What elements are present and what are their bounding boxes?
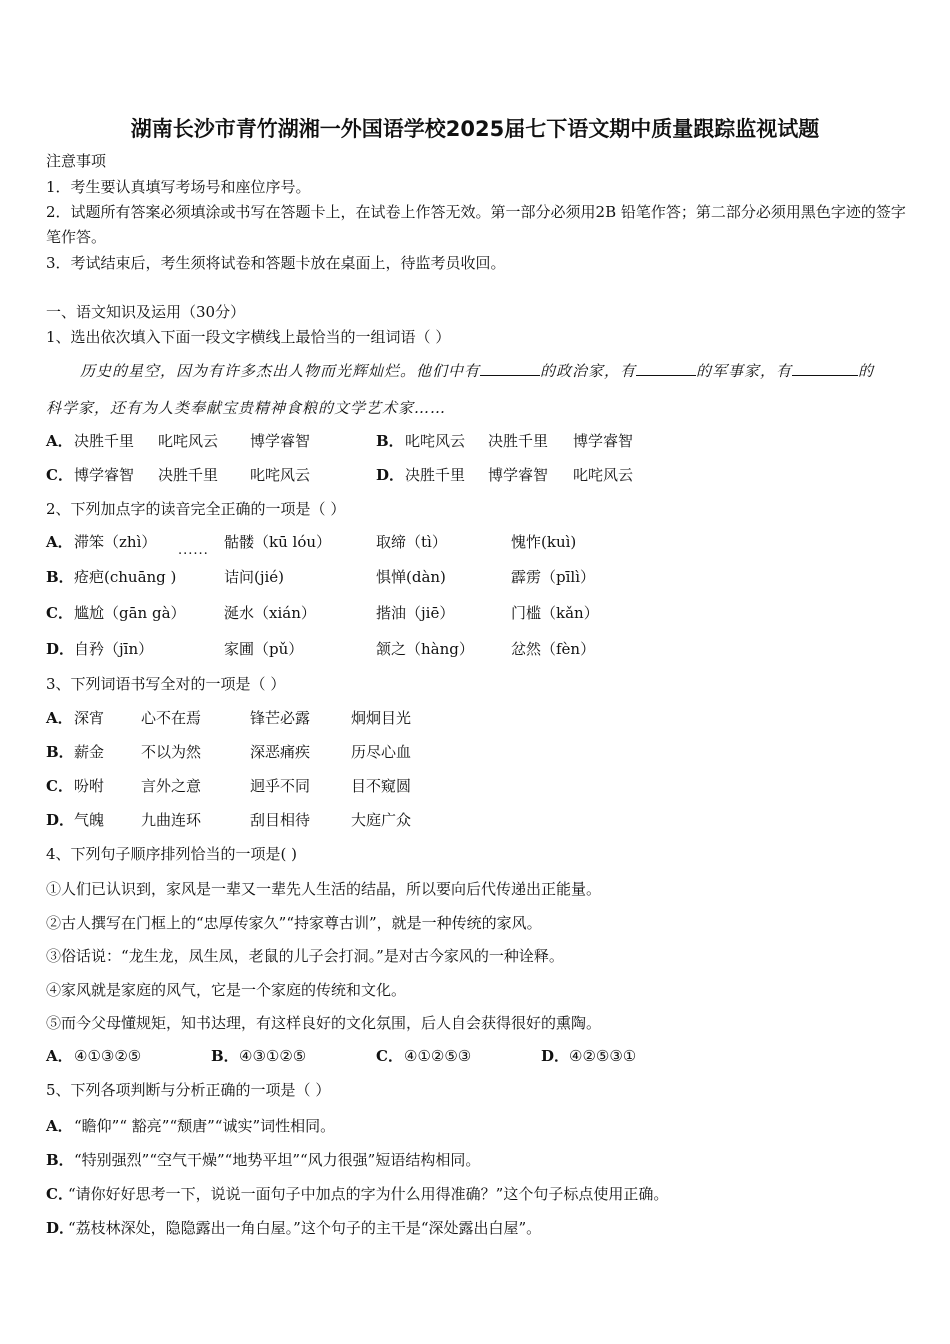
q4-option-b-label: B． — [211, 1047, 239, 1065]
q2-option-a-item-4: 愧怍(kuì) — [511, 533, 577, 551]
q3-option-c-word-3: 迥乎不同 — [250, 777, 311, 795]
q2-option-c-label: C． — [46, 604, 73, 622]
notice-item-1: 1．考生要认真填写考场号和座位序号。 — [46, 178, 311, 196]
q5-option-a-label: A． — [46, 1117, 73, 1135]
q1-option-b-word-2: 决胜千里 — [488, 432, 549, 450]
q1-option-d-word-3: 叱咤风云 — [573, 466, 634, 484]
q3-option-b-word-2: 不以为然 — [141, 743, 202, 761]
q1-passage-part-c: 的军事家，有 — [696, 362, 793, 380]
q1-option-b-word-3: 博学睿智 — [573, 432, 634, 450]
q3-option-a-label: A． — [46, 709, 73, 727]
q3-option-a-word-4: 炯炯目光 — [351, 709, 412, 727]
q2-option-d-item-4: 忿然（fèn） — [511, 640, 596, 658]
notice-item-2: 2．试题所有答案必须填涂或书写在答题卡上，在试卷上作答无效。第一部分必须用2B 铅笔作答；第二部分必须用黑色字迹的签字笔作答。 — [46, 203, 906, 246]
q1-passage-part-d: 的 — [858, 362, 875, 380]
q2-option-d-label: D． — [46, 640, 75, 658]
q1-passage-part-b: 的政治家，有 — [540, 362, 637, 380]
q1-option-a-word-3: 博学睿智 — [250, 432, 311, 450]
q2-option-b-item-1: 疮疤(chuāng ) — [74, 568, 177, 586]
q4-stem: 4、下列句子顺序排列恰当的一项是( ) — [46, 845, 298, 863]
q4-option-c-label: C． — [376, 1047, 403, 1065]
q3-option-c-word-4: 目不窥圆 — [351, 777, 412, 795]
q3-option-c-label: C． — [46, 777, 73, 795]
q2-option-c-item-4: 门槛（kǎn） — [511, 604, 599, 622]
q3-option-b-word-3: 深恶痛疾 — [250, 743, 311, 761]
q4-sentence-2: ②古人撰写在门框上的“忠厚传家久”“持家尊古训”，就是一种传统的家风。 — [46, 914, 542, 932]
q1-option-b-label: B． — [376, 432, 404, 450]
q2-option-b-label: B． — [46, 568, 74, 586]
q3-option-a-word-1: 深宵 — [74, 709, 105, 727]
q1-option-c-label: C． — [46, 466, 73, 484]
q2-option-a-item-1: 滞笨（zhì） — [74, 533, 157, 551]
q3-option-b-word-4: 历尽心血 — [351, 743, 412, 761]
q3-option-c-word-2: 言外之意 — [141, 777, 202, 795]
q4-sentence-5: ⑤而今父母懂规矩，知书达理，有这样良好的文化氛围，后人自会获得很好的熏陶。 — [46, 1014, 602, 1032]
q5-option-c-text: “请你好好思考一下，说说一面句子中加点的字为什么用得准确？”这个句子标点使用正确。 — [68, 1185, 669, 1203]
notice-heading: 注意事项 — [46, 152, 107, 170]
q4-option-d-value: ④②⑤③① — [569, 1047, 637, 1065]
q4-option-d-label: D． — [541, 1047, 570, 1065]
q2-stem: 2、下列加点字的读音完全正确的一项是（ ） — [46, 500, 346, 518]
q4-option-a-value: ④①③②⑤ — [74, 1047, 142, 1065]
q1-passage-line-2: 科学家，还有为人类奉献宝贵精神食粮的文学艺术家…… — [46, 399, 447, 417]
q2-option-c-item-2: 涎水（xián） — [224, 604, 316, 622]
q1-option-a-label: A． — [46, 432, 73, 450]
q2-option-d-item-3: 颔之（hàng） — [376, 640, 474, 658]
q3-option-b-word-1: 薪金 — [74, 743, 105, 761]
q1-blank-2 — [636, 361, 696, 376]
notice-item-3: 3．考试结束后，考生须将试卷和答题卡放在桌面上，待监考员收回。 — [46, 254, 506, 272]
q2-option-a-item-3: 取缔（tì） — [376, 533, 447, 551]
q4-sentence-3: ③俗话说：“龙生龙，凤生凤，老鼠的儿子会打洞。”是对古今家风的一种诠释。 — [46, 947, 564, 965]
q2-option-d-item-1: 自矜（jīn） — [74, 640, 154, 658]
q1-option-d-word-1: 决胜千里 — [405, 466, 466, 484]
q3-option-a-word-2: 心不在焉 — [141, 709, 202, 727]
q1-option-a-word-2: 叱咤风云 — [158, 432, 219, 450]
q4-sentence-1: ①人们已认识到，家风是一辈又一辈先人生活的结晶，所以要向后代传递出正能量。 — [46, 880, 602, 898]
q1-stem: 1、选出依次填入下面一段文字横线上最恰当的一组词语（ ） — [46, 328, 451, 346]
q3-option-d-word-4: 大庭广众 — [351, 811, 412, 829]
q2-option-b-item-2: 诘问(jié) — [224, 568, 285, 586]
q5-option-d-label: D． — [46, 1219, 75, 1237]
q2-option-b-item-3: 惧惮(dàn) — [376, 568, 446, 586]
q3-option-a-word-3: 锋芒必露 — [250, 709, 311, 727]
q1-option-c-word-2: 决胜千里 — [158, 466, 219, 484]
q1-passage-line-1 — [80, 360, 874, 381]
q4-option-c-value: ④①②⑤③ — [404, 1047, 472, 1065]
q1-option-a-word-1: 决胜千里 — [74, 432, 135, 450]
q3-option-d-label: D． — [46, 811, 75, 829]
q2-option-b-item-4: 霹雳（pīlì） — [511, 568, 595, 586]
q1-option-d-word-2: 博学睿智 — [488, 466, 549, 484]
q4-option-b-value: ④③①②⑤ — [239, 1047, 307, 1065]
q3-option-d-word-3: 刮目相待 — [250, 811, 311, 829]
q3-option-d-word-1: 气魄 — [74, 811, 105, 829]
q1-passage-part-a: 历史的星空，因为有许多杰出人物而光辉灿烂。他们中有 — [80, 362, 481, 380]
q1-option-d-label: D． — [376, 466, 405, 484]
q1-blank-3 — [792, 361, 858, 376]
q5-option-b-label: B． — [46, 1151, 74, 1169]
q1-blank-1 — [480, 361, 540, 376]
q3-option-d-word-2: 九曲连环 — [141, 811, 202, 829]
q1-option-c-word-1: 博学睿智 — [74, 466, 135, 484]
q5-option-d-text: “荔枝林深处，隐隐露出一角白屋。”这个句子的主干是“深处露出白屋”。 — [68, 1219, 542, 1237]
q3-option-b-label: B． — [46, 743, 74, 761]
q3-stem: 3、下列词语书写全对的一项是（ ） — [46, 675, 286, 693]
emphasis-dots: ...... — [178, 543, 209, 558]
q2-option-d-item-2: 家圃（pǔ） — [224, 640, 304, 658]
q5-stem: 5、下列各项判断与分析正确的一项是（ ） — [46, 1081, 331, 1099]
q3-option-c-word-1: 吩咐 — [74, 777, 105, 795]
q5-option-a-text: “瞻仰”“ 豁亮”“颓唐”“诚实”词性相同。 — [74, 1117, 336, 1135]
q5-option-b-text: “特别强烈”“空气干燥”“地势平坦”“风力很强”短语结构相同。 — [74, 1151, 481, 1169]
q4-option-a-label: A． — [46, 1047, 73, 1065]
q1-option-c-word-3: 叱咤风云 — [250, 466, 311, 484]
q2-option-a-label: A． — [46, 533, 73, 551]
q1-option-b-word-1: 叱咤风云 — [405, 432, 466, 450]
q2-option-c-item-1: 尴尬（gān gà） — [74, 604, 186, 622]
q2-option-a-item-2: 骷髅（kū lóu） — [224, 533, 332, 551]
q2-option-c-item-3: 揩油（jiē） — [376, 604, 455, 622]
exam-title: 湖南长沙市青竹湖湘一外国语学校2025届七下语文期中质量跟踪监视试题 — [130, 117, 820, 141]
q5-option-c-label: C． — [46, 1185, 73, 1203]
section-heading: 一、语文知识及运用（30分） — [46, 303, 246, 321]
q4-sentence-4: ④家风就是家庭的风气，它是一个家庭的传统和文化。 — [46, 981, 407, 999]
